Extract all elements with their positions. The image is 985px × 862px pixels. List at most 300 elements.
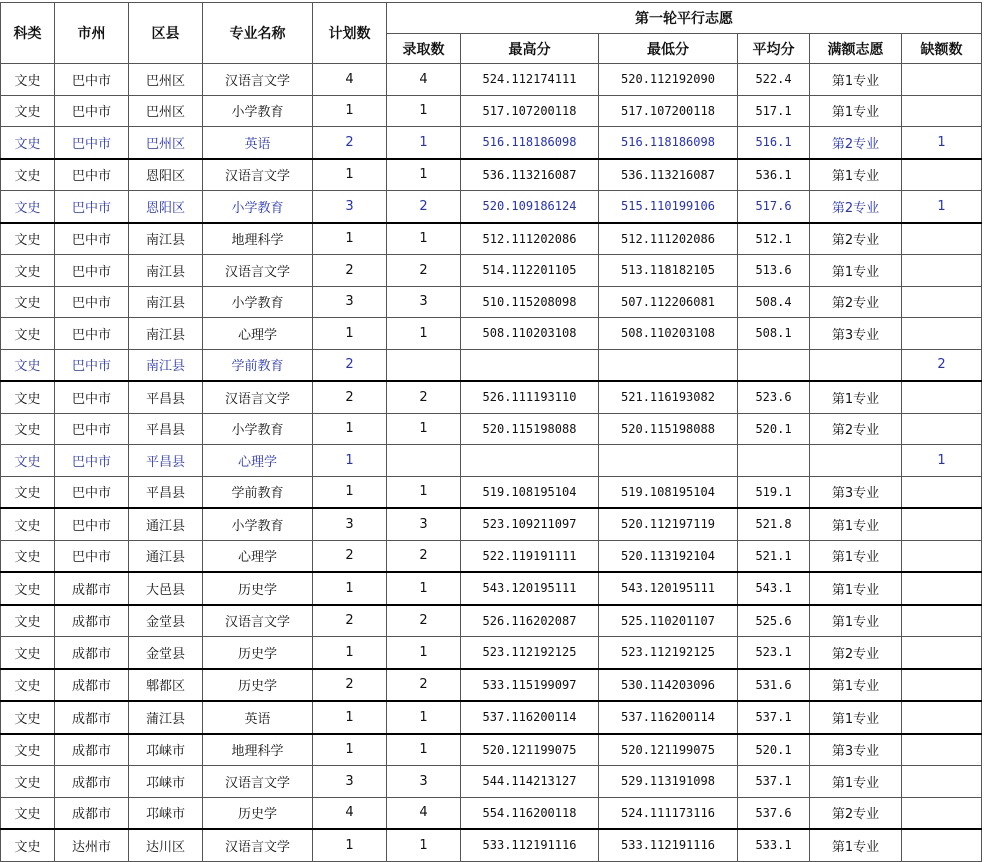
cell-zuigao [461, 445, 599, 477]
cell-zhuanye: 小学教育 [203, 95, 313, 127]
cell-quxian: 南江县 [129, 349, 203, 381]
cell-zhuanye: 汉语言文学 [203, 255, 313, 287]
cell-kelei: 文史 [1, 734, 55, 766]
cell-zuidi: 533.112191116 [599, 829, 738, 861]
cell-jihua: 1 [313, 476, 387, 508]
cell-mane: 第2专业 [810, 286, 902, 318]
cell-jihua: 1 [313, 413, 387, 445]
table-row [1, 413, 982, 445]
cell-jihua: 1 [313, 701, 387, 734]
cell-quxian: 金堂县 [129, 605, 203, 637]
header-zuidi: 最低分 [599, 34, 738, 64]
table-row [1, 223, 982, 255]
cell-luqu: 1 [387, 829, 461, 861]
cell-mane: 第2专业 [810, 637, 902, 669]
cell-mane: 第1专业 [810, 255, 902, 287]
cell-quee [902, 605, 982, 637]
cell-shizhou: 成都市 [55, 669, 129, 702]
header-jihua: 计划数 [313, 3, 387, 64]
cell-zuigao: 526.111193110 [461, 381, 599, 413]
cell-kelei: 文史 [1, 508, 55, 540]
cell-quee [902, 255, 982, 287]
cell-quee [902, 95, 982, 127]
table-row [1, 829, 982, 861]
cell-kelei: 文史 [1, 669, 55, 702]
table-row [1, 701, 982, 734]
cell-quee: 1 [902, 127, 982, 159]
header-kelei: 科类 [1, 3, 55, 64]
cell-pingjun: 513.6 [738, 255, 810, 287]
cell-pingjun: 521.8 [738, 508, 810, 540]
cell-luqu: 2 [387, 191, 461, 223]
cell-kelei: 文史 [1, 829, 55, 861]
cell-pingjun: 536.1 [738, 159, 810, 191]
cell-zuigao: 523.109211097 [461, 508, 599, 540]
cell-quxian: 通江县 [129, 508, 203, 540]
table-row [1, 64, 982, 96]
cell-luqu: 1 [387, 127, 461, 159]
cell-quxian: 巴州区 [129, 64, 203, 96]
cell-jihua: 1 [313, 572, 387, 605]
cell-zuidi: 520.112197119 [599, 508, 738, 540]
cell-zuidi: 523.112192125 [599, 637, 738, 669]
cell-zhuanye: 汉语言文学 [203, 605, 313, 637]
table-row [1, 637, 982, 669]
cell-kelei: 文史 [1, 191, 55, 223]
cell-quee [902, 223, 982, 255]
cell-luqu: 3 [387, 286, 461, 318]
cell-mane: 第1专业 [810, 95, 902, 127]
table-header [1, 3, 982, 64]
cell-kelei: 文史 [1, 159, 55, 191]
table-row [1, 572, 982, 605]
cell-zuidi: 512.111202086 [599, 223, 738, 255]
cell-luqu: 3 [387, 766, 461, 798]
header-group-first-round: 第一轮平行志愿 [387, 3, 982, 34]
cell-zhuanye: 汉语言文学 [203, 64, 313, 96]
cell-luqu: 2 [387, 540, 461, 572]
cell-kelei: 文史 [1, 413, 55, 445]
cell-quxian: 平昌县 [129, 445, 203, 477]
cell-quxian: 邛崃市 [129, 734, 203, 766]
cell-zuigao: 512.111202086 [461, 223, 599, 255]
cell-zuigao: 543.120195111 [461, 572, 599, 605]
cell-pingjun: 516.1 [738, 127, 810, 159]
cell-pingjun: 525.6 [738, 605, 810, 637]
cell-zhuanye: 地理科学 [203, 223, 313, 255]
cell-quxian: 邛崃市 [129, 797, 203, 829]
cell-shizhou: 成都市 [55, 766, 129, 798]
cell-shizhou: 巴中市 [55, 159, 129, 191]
table-row [1, 95, 982, 127]
cell-kelei: 文史 [1, 476, 55, 508]
cell-quee [902, 734, 982, 766]
cell-kelei: 文史 [1, 95, 55, 127]
cell-quee: 1 [902, 191, 982, 223]
cell-zuigao: 516.118186098 [461, 127, 599, 159]
cell-mane: 第2专业 [810, 191, 902, 223]
cell-mane: 第3专业 [810, 318, 902, 350]
cell-mane: 第1专业 [810, 829, 902, 861]
cell-kelei: 文史 [1, 637, 55, 669]
cell-luqu: 2 [387, 381, 461, 413]
cell-pingjun: 521.1 [738, 540, 810, 572]
cell-mane: 第1专业 [810, 540, 902, 572]
cell-jihua: 2 [313, 669, 387, 702]
header-pingjun: 平均分 [738, 34, 810, 64]
admission-table [0, 2, 982, 862]
cell-zuidi: 519.108195104 [599, 476, 738, 508]
cell-zuidi: 507.112206081 [599, 286, 738, 318]
cell-quxian: 巴州区 [129, 127, 203, 159]
cell-pingjun: 537.1 [738, 701, 810, 734]
cell-zuidi: 508.110203108 [599, 318, 738, 350]
cell-shizhou: 巴中市 [55, 95, 129, 127]
table-row [1, 318, 982, 350]
cell-mane: 第3专业 [810, 476, 902, 508]
header-quxian: 区县 [129, 3, 203, 64]
cell-shizhou: 巴中市 [55, 476, 129, 508]
cell-zhuanye: 小学教育 [203, 413, 313, 445]
cell-zuidi: 520.113192104 [599, 540, 738, 572]
cell-zuidi: 520.115198088 [599, 413, 738, 445]
cell-zuigao: 519.108195104 [461, 476, 599, 508]
cell-quxian: 南江县 [129, 286, 203, 318]
cell-quee [902, 381, 982, 413]
cell-pingjun: 512.1 [738, 223, 810, 255]
cell-jihua: 1 [313, 445, 387, 477]
header-shizhou: 市州 [55, 3, 129, 64]
cell-kelei: 文史 [1, 540, 55, 572]
cell-zuidi: 530.114203096 [599, 669, 738, 702]
cell-shizhou: 成都市 [55, 701, 129, 734]
table-row [1, 381, 982, 413]
cell-shizhou: 巴中市 [55, 381, 129, 413]
cell-luqu: 1 [387, 701, 461, 734]
cell-zuigao: 517.107200118 [461, 95, 599, 127]
cell-quee: 1 [902, 445, 982, 477]
cell-shizhou: 达州市 [55, 829, 129, 861]
cell-shizhou: 巴中市 [55, 127, 129, 159]
cell-kelei: 文史 [1, 255, 55, 287]
cell-pingjun: 508.1 [738, 318, 810, 350]
table-row [1, 766, 982, 798]
cell-pingjun: 508.4 [738, 286, 810, 318]
cell-zuidi [599, 349, 738, 381]
cell-zuigao: 533.115199097 [461, 669, 599, 702]
cell-mane: 第1专业 [810, 572, 902, 605]
cell-pingjun: 522.4 [738, 64, 810, 96]
cell-zuidi [599, 445, 738, 477]
cell-mane: 第1专业 [810, 605, 902, 637]
cell-mane [810, 445, 902, 477]
cell-quxian: 恩阳区 [129, 191, 203, 223]
cell-jihua: 2 [313, 349, 387, 381]
cell-luqu: 1 [387, 734, 461, 766]
cell-pingjun: 523.1 [738, 637, 810, 669]
cell-pingjun: 520.1 [738, 413, 810, 445]
cell-zhuanye: 历史学 [203, 797, 313, 829]
cell-shizhou: 成都市 [55, 797, 129, 829]
cell-kelei: 文史 [1, 701, 55, 734]
cell-luqu: 1 [387, 318, 461, 350]
cell-jihua: 1 [313, 159, 387, 191]
cell-pingjun: 531.6 [738, 669, 810, 702]
cell-jihua: 1 [313, 318, 387, 350]
cell-kelei: 文史 [1, 349, 55, 381]
cell-zhuanye: 学前教育 [203, 349, 313, 381]
cell-jihua: 2 [313, 255, 387, 287]
cell-quee [902, 318, 982, 350]
cell-shizhou: 巴中市 [55, 191, 129, 223]
cell-luqu: 1 [387, 413, 461, 445]
cell-shizhou: 成都市 [55, 605, 129, 637]
cell-shizhou: 巴中市 [55, 445, 129, 477]
cell-zuigao: 544.114213127 [461, 766, 599, 798]
cell-zuidi: 536.113216087 [599, 159, 738, 191]
cell-pingjun: 537.1 [738, 766, 810, 798]
cell-zhuanye: 小学教育 [203, 191, 313, 223]
cell-zhuanye: 英语 [203, 701, 313, 734]
table-row [1, 605, 982, 637]
cell-zuigao: 524.112174111 [461, 64, 599, 96]
cell-mane: 第1专业 [810, 508, 902, 540]
cell-zuidi: 520.112192090 [599, 64, 738, 96]
cell-kelei: 文史 [1, 127, 55, 159]
cell-jihua: 1 [313, 223, 387, 255]
cell-zhuanye: 历史学 [203, 572, 313, 605]
cell-quxian: 蒲江县 [129, 701, 203, 734]
cell-jihua: 1 [313, 637, 387, 669]
cell-zhuanye: 小学教育 [203, 286, 313, 318]
header-quee: 缺额数 [902, 34, 982, 64]
table-row [1, 797, 982, 829]
cell-jihua: 3 [313, 508, 387, 540]
cell-zhuanye: 心理学 [203, 540, 313, 572]
cell-zhuanye: 汉语言文学 [203, 766, 313, 798]
cell-jihua: 2 [313, 540, 387, 572]
cell-mane: 第1专业 [810, 669, 902, 702]
cell-quxian: 平昌县 [129, 476, 203, 508]
cell-kelei: 文史 [1, 605, 55, 637]
cell-quee [902, 669, 982, 702]
cell-kelei: 文史 [1, 445, 55, 477]
cell-jihua: 2 [313, 605, 387, 637]
cell-zhuanye: 小学教育 [203, 508, 313, 540]
cell-zuidi: 515.110199106 [599, 191, 738, 223]
cell-quxian: 达川区 [129, 829, 203, 861]
cell-quee [902, 508, 982, 540]
cell-kelei: 文史 [1, 286, 55, 318]
cell-shizhou: 巴中市 [55, 413, 129, 445]
cell-zhuanye: 汉语言文学 [203, 159, 313, 191]
cell-zuigao [461, 349, 599, 381]
cell-shizhou: 巴中市 [55, 286, 129, 318]
cell-quee [902, 797, 982, 829]
cell-zuigao: 522.119191111 [461, 540, 599, 572]
cell-quxian: 恩阳区 [129, 159, 203, 191]
cell-jihua: 2 [313, 381, 387, 413]
cell-luqu: 3 [387, 508, 461, 540]
cell-quee [902, 476, 982, 508]
cell-kelei: 文史 [1, 318, 55, 350]
cell-quxian: 南江县 [129, 318, 203, 350]
cell-shizhou: 成都市 [55, 637, 129, 669]
cell-pingjun: 533.1 [738, 829, 810, 861]
cell-shizhou: 巴中市 [55, 64, 129, 96]
cell-zuigao: 520.121199075 [461, 734, 599, 766]
table-body [1, 64, 982, 862]
cell-pingjun: 517.1 [738, 95, 810, 127]
cell-zuidi: 543.120195111 [599, 572, 738, 605]
cell-zuigao: 523.112192125 [461, 637, 599, 669]
cell-luqu: 4 [387, 797, 461, 829]
cell-kelei: 文史 [1, 766, 55, 798]
cell-luqu: 2 [387, 605, 461, 637]
header-zhuanye: 专业名称 [203, 3, 313, 64]
cell-zuigao: 520.109186124 [461, 191, 599, 223]
cell-zuidi: 521.116193082 [599, 381, 738, 413]
table-row [1, 286, 982, 318]
cell-luqu: 1 [387, 159, 461, 191]
cell-zhuanye: 学前教育 [203, 476, 313, 508]
cell-quxian: 南江县 [129, 255, 203, 287]
cell-pingjun [738, 349, 810, 381]
table-row [1, 476, 982, 508]
cell-mane: 第2专业 [810, 413, 902, 445]
cell-luqu: 1 [387, 572, 461, 605]
cell-luqu: 4 [387, 64, 461, 96]
cell-quxian: 平昌县 [129, 381, 203, 413]
table-row [1, 191, 982, 223]
cell-zuidi: 516.118186098 [599, 127, 738, 159]
cell-zuigao: 514.112201105 [461, 255, 599, 287]
table-row [1, 159, 982, 191]
cell-zhuanye: 心理学 [203, 445, 313, 477]
cell-zuigao: 536.113216087 [461, 159, 599, 191]
cell-quxian: 巴州区 [129, 95, 203, 127]
cell-luqu: 2 [387, 255, 461, 287]
cell-pingjun: 537.6 [738, 797, 810, 829]
cell-shizhou: 巴中市 [55, 508, 129, 540]
cell-luqu: 1 [387, 95, 461, 127]
cell-zuidi: 537.116200114 [599, 701, 738, 734]
cell-pingjun: 519.1 [738, 476, 810, 508]
cell-zuigao: 520.115198088 [461, 413, 599, 445]
cell-zuigao: 526.116202087 [461, 605, 599, 637]
cell-mane: 第1专业 [810, 159, 902, 191]
cell-quee [902, 701, 982, 734]
cell-mane: 第3专业 [810, 734, 902, 766]
cell-quee: 2 [902, 349, 982, 381]
cell-quxian: 邛崃市 [129, 766, 203, 798]
cell-shizhou: 巴中市 [55, 540, 129, 572]
table-row [1, 669, 982, 702]
cell-quee [902, 540, 982, 572]
table-row [1, 349, 982, 381]
table-row [1, 540, 982, 572]
cell-zuidi: 520.121199075 [599, 734, 738, 766]
cell-zhuanye: 历史学 [203, 637, 313, 669]
cell-shizhou: 巴中市 [55, 223, 129, 255]
cell-kelei: 文史 [1, 64, 55, 96]
cell-kelei: 文史 [1, 223, 55, 255]
cell-jihua: 3 [313, 191, 387, 223]
cell-quxian: 大邑县 [129, 572, 203, 605]
table-row [1, 127, 982, 159]
cell-quee [902, 637, 982, 669]
cell-quee [902, 766, 982, 798]
cell-luqu: 1 [387, 223, 461, 255]
cell-pingjun: 523.6 [738, 381, 810, 413]
cell-quee [902, 413, 982, 445]
cell-kelei: 文史 [1, 381, 55, 413]
cell-quee [902, 286, 982, 318]
cell-zuidi: 513.118182105 [599, 255, 738, 287]
cell-quee [902, 64, 982, 96]
header-luqu: 录取数 [387, 34, 461, 64]
cell-jihua: 1 [313, 95, 387, 127]
cell-shizhou: 巴中市 [55, 318, 129, 350]
cell-quxian: 平昌县 [129, 413, 203, 445]
cell-luqu: 1 [387, 637, 461, 669]
cell-luqu [387, 445, 461, 477]
table-row [1, 445, 982, 477]
cell-shizhou: 成都市 [55, 572, 129, 605]
cell-mane: 第1专业 [810, 766, 902, 798]
table-row [1, 508, 982, 540]
cell-zuigao: 510.115208098 [461, 286, 599, 318]
cell-shizhou: 成都市 [55, 734, 129, 766]
cell-pingjun [738, 445, 810, 477]
cell-pingjun: 517.6 [738, 191, 810, 223]
cell-quxian: 金堂县 [129, 637, 203, 669]
cell-mane: 第1专业 [810, 64, 902, 96]
cell-zuidi: 524.111173116 [599, 797, 738, 829]
cell-luqu [387, 349, 461, 381]
cell-jihua: 1 [313, 829, 387, 861]
cell-pingjun: 520.1 [738, 734, 810, 766]
cell-quxian: 通江县 [129, 540, 203, 572]
cell-quxian: 南江县 [129, 223, 203, 255]
cell-zuigao: 533.112191116 [461, 829, 599, 861]
cell-luqu: 2 [387, 669, 461, 702]
cell-mane: 第1专业 [810, 701, 902, 734]
cell-pingjun: 543.1 [738, 572, 810, 605]
cell-quee [902, 829, 982, 861]
cell-zuigao: 537.116200114 [461, 701, 599, 734]
table-row [1, 255, 982, 287]
header-mane: 满额志愿 [810, 34, 902, 64]
cell-mane: 第2专业 [810, 127, 902, 159]
cell-jihua: 2 [313, 127, 387, 159]
cell-quee [902, 159, 982, 191]
table-row [1, 734, 982, 766]
cell-shizhou: 巴中市 [55, 255, 129, 287]
cell-zhuanye: 地理科学 [203, 734, 313, 766]
cell-zuidi: 517.107200118 [599, 95, 738, 127]
cell-zuidi: 525.110201107 [599, 605, 738, 637]
cell-jihua: 4 [313, 797, 387, 829]
cell-mane: 第2专业 [810, 223, 902, 255]
cell-jihua: 3 [313, 766, 387, 798]
cell-luqu: 1 [387, 476, 461, 508]
cell-zuidi: 529.113191098 [599, 766, 738, 798]
cell-mane: 第2专业 [810, 797, 902, 829]
cell-quee [902, 572, 982, 605]
cell-zhuanye: 汉语言文学 [203, 829, 313, 861]
cell-zhuanye: 英语 [203, 127, 313, 159]
